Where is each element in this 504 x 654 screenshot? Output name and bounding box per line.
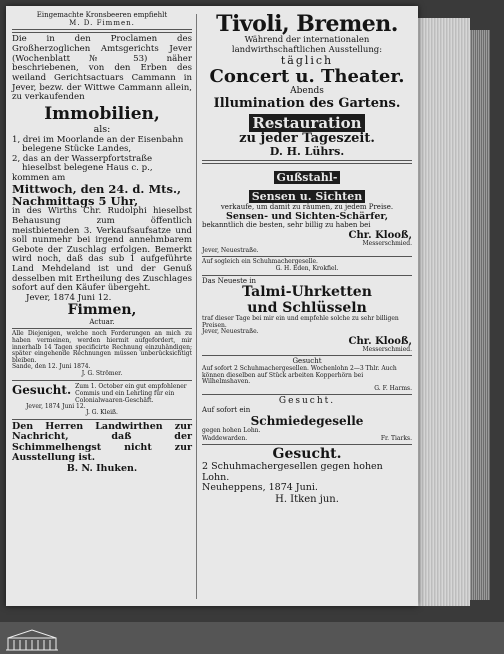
book-page-edges [418,18,470,606]
gesucht-2-heading: Gesucht [292,357,322,366]
divider [202,160,412,164]
gesucht-4-signature: H. Itken jun. [275,493,339,505]
talmi-intro: Das Neueste in [202,276,257,285]
divider [202,355,412,356]
divider [202,275,412,276]
gesucht-3-footer [202,435,412,442]
gesucht-2-body: Auf sofort 2 Schuhmachergesellen. Wochenlohn 2—3 Thlr. Auch können dieselben auf Stück arbeiten Kopperhörn bei Wilhelmshaven. [202,365,397,386]
book-binding-edge [470,30,490,600]
schuhmacher-ad-1-signature: G. H. Eden, Krokfiel. [275,264,339,272]
claims-notice: Alle Diejenigen, welche noch Forderungen an mich zu haben vermeinen, werden hiermit aufgefordert, mir innerhalb 14 Tagen specificirte Rechnung einzuhändigen; später eingehende Rechnungen müssen unberücksichtigt bleiben. [12,330,192,364]
gesucht-ad-head: Gesucht. [12,382,72,397]
auction-place-date: Jever, 1874 Juni 12. [26,292,112,303]
gesucht-ad [12,383,192,404]
divider [12,29,192,33]
gussstahl-heading: Gußstahl- [274,171,341,184]
divider [202,256,412,257]
gesucht-ad-body: Zum 1. October ein gut empfohlener Commis und ein Lehrling für ein Colonialwaaren-Geschäft. [75,382,187,404]
klooss-address-1: Jever, Neuestraße. [202,246,259,254]
auction-body: in des Wirths Chr. Rudolphi hieselbst Behausung zum öffentlich meistbietenden 3. Verkaufsaufsatze und soll nunmehr bei irgend annehmbarem Gebote der Zuschlag erfolgen. Bemerkt wird noch, daß das sub 1 aufgeführte Land Mehdeland ist und der Genuß desselben mit Ertheilung des Zuschlages sofort auf den Käufer übergeht. [12,206,192,294]
klooss-title-1: Messerschmied. [362,240,412,248]
tivoli-abends: Abends [290,85,324,96]
schuhmacher-ad-1: Auf sogleich ein Schuhmachergeselle. [202,258,318,266]
gesucht-2-signature: G. F. Harms. [374,384,412,392]
divider [12,380,192,381]
column-divider [196,14,197,599]
auction-date: Mittwoch, den 24. d. Mts., Nachmittags 5 Uhr, [12,182,181,209]
restauration-owner: D. H. Lührs. [269,145,345,159]
gesucht-ad-date: Jever, 1874 Juni 12. [26,402,86,410]
gesucht-ad-signature: J. G. Kleiß. [86,409,118,417]
library-building-logo [4,626,60,652]
klooss-name-2: Chr. Klooß, [348,335,412,347]
tivoli-taeglich: täglich [280,53,334,67]
gesucht-4-heading: Gesucht. [272,445,342,462]
klooss-title-2: Messerschmied. [362,345,412,353]
schaerfer-body: bekanntlich die besten, sehr billig zu haben bei [202,221,371,230]
gesucht-4-date: Neuheppens, 1874 Juni. [202,482,318,494]
claims-date: Sande, den 12. Juni 1874. [12,363,91,371]
klooss-address-2: Jever, Neuestraße. [202,328,259,336]
klooss-name-1: Chr. Klooß, [348,230,412,242]
tivoli-concert: Concert u. Theater. [209,65,405,87]
sensen-banner [202,185,412,204]
gesucht-3-sub: Auf sofort ein [202,406,251,415]
auction-item-1: 1, drei im Moorlande an der Eisenbahn belegene Stücke Landes, [12,134,184,155]
gesucht-3-big: Schmiedegeselle [250,414,364,429]
claims-signature: J. G. Strömer. [81,369,123,377]
restauration-hours: zu jeder Tageszeit. [239,130,375,146]
gesucht-4-body: 2 Schuhmachergesellen gegen hohen Lohn. [202,461,383,483]
right-column [202,12,412,505]
viewer-footer-bar [0,622,504,654]
divider [12,328,192,329]
auction-als: als: [93,124,111,136]
farmers-notice: Den Herren Landwirthen zur Nachricht, daß der Schimmelhengst nicht zur Ausstellung ist. [12,420,192,464]
gesucht-3-body: gegen hohen Lohn. [202,427,261,435]
newspaper-page [6,6,418,606]
gesucht-3-signature: Fr. Tiarks. [380,434,412,442]
talmi-body: traf dieser Tage bei mir ein und empfehle solche zu sehr billigen Preisen. [202,315,399,329]
tivoli-illumination: Illumination des Gartens. [213,95,401,111]
tivoli-title: Tivoli, Bremen. [216,11,398,37]
auction-signature-name: Fimmen, [67,302,137,319]
gussstahl-body: verkaufe, um damit zu räumen, zu jedem Preise. [220,203,394,212]
auction-headline: Immobilien, [44,103,160,124]
restauration-heading: Restauration [249,114,364,132]
left-column [12,12,192,474]
divider [202,394,412,395]
divider [202,444,412,445]
gesucht-3-place: Waddewarden. [202,434,248,442]
gussstahl-banner [202,166,412,185]
auction-item-2: 2, das an der Wasserpfortstraße hieselbst belegene Haus c. p., [12,153,153,174]
auction-intro: Die in den Proclamen des Großherzoglichen Amtsgerichts Jever (Wochenblatt № 53) näher beschriebenen, von den Erben des weiland Gerichtsactuars Cammann in Jever, bezw. der Wittwe Cammann allein, zu verkaufenden [12,34,192,103]
schaerfer-heading: Sensen- und Sichten-Schärfer, [225,211,389,223]
auction-kommen: kommen am [12,172,66,183]
divider [12,419,192,420]
farmers-signature: B. N. Ihuken. [66,462,138,474]
auction-signature-title: Actuar. [89,317,115,326]
talmi-heading-2: und Schlüsseln [247,299,367,316]
tivoli-subtitle: Während der internationalen landwirthschaftlichen Ausstellung: [231,35,383,55]
gesucht-3-heading: Gesucht. [278,396,336,407]
ad-kronsbeeren-signature: M. D. Fimmen. [69,18,135,27]
ad-kronsbeeren-text: Eingemachte Kronsbeeren empfiehlt [36,11,168,19]
talmi-heading-1: Talmi-Uhrketten [242,284,372,301]
sensen-heading: Sensen u. Sichten [249,190,366,203]
restauration-banner [202,113,412,132]
